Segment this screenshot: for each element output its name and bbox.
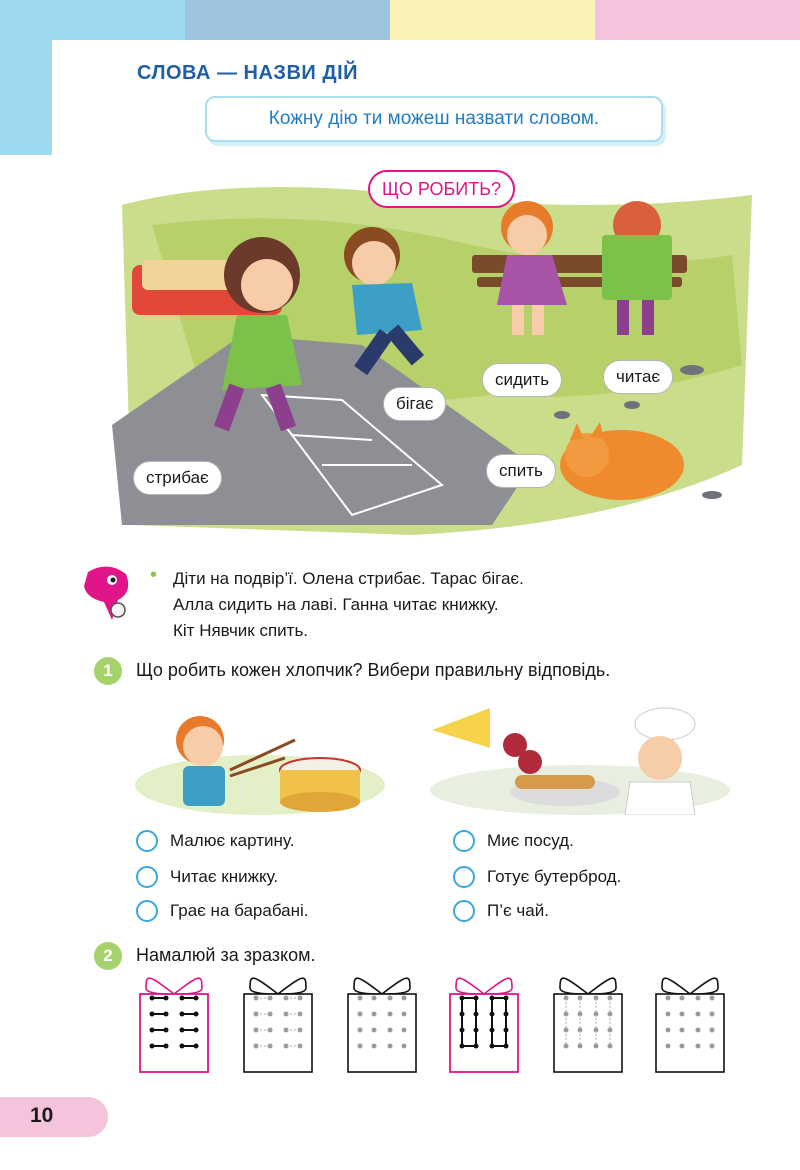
story-bullet: • (150, 564, 158, 586)
task-1-number: 1 (94, 657, 122, 685)
option-label: Грає на барабані. (170, 901, 309, 920)
answer-circle[interactable] (453, 830, 475, 852)
boy-drumming-illustration (135, 700, 385, 815)
gift-sample-vertical (450, 978, 518, 1072)
top-band-light-blue (0, 0, 185, 40)
task-2-text: Намалюй за зразком. (136, 945, 316, 965)
option-makes-sandwich[interactable] (453, 866, 621, 888)
top-band-yellow (390, 0, 595, 40)
gift-sample-horizontal (140, 978, 208, 1072)
option-washes-dishes[interactable] (453, 830, 574, 852)
option-reads-book[interactable] (136, 866, 278, 888)
page-number: 10 (30, 1104, 54, 1127)
rule-box: Кожну дію ти можеш назвати словом. (205, 96, 663, 142)
option-drinks-tea[interactable] (453, 900, 549, 922)
task-1-text: Що робить кожен хлопчик? Вибери правильну відповідь. (136, 660, 611, 680)
answer-circle[interactable] (136, 866, 158, 888)
page-number-tab (0, 1097, 108, 1137)
label-reads: читає (603, 360, 673, 394)
label-runs: бігає (383, 387, 446, 421)
mascot-icon (78, 562, 134, 628)
option-label: Читає книжку. (170, 867, 279, 886)
label-jumps: стрибає (133, 461, 222, 495)
label-sleeps: спить (486, 454, 556, 488)
gift-blank-vertical[interactable] (656, 978, 724, 1072)
option-plays-drum[interactable] (136, 900, 309, 922)
answer-circle[interactable] (136, 830, 158, 852)
gift-blank-horizontal[interactable] (348, 978, 416, 1072)
option-label: Миє посуд. (487, 831, 574, 850)
option-label: П’є чай. (487, 901, 549, 920)
gift-drawing-exercise[interactable] (138, 974, 728, 1076)
story-text (173, 566, 524, 644)
answer-circle[interactable] (136, 900, 158, 922)
story-line: Алла сидить на лаві. Ганна читає книжку. (173, 595, 499, 614)
task-2-number: 2 (94, 942, 122, 970)
answer-circle[interactable] (453, 866, 475, 888)
story-line: Діти на подвір’ї. Олена стрибає. Тарас бігає. (173, 569, 524, 588)
top-band-pink (595, 0, 800, 40)
top-band-blue (185, 0, 390, 40)
question-bubble: ЩО РОБИТЬ? (368, 170, 515, 208)
option-label: Малює картину. (170, 831, 295, 850)
gift-trace-horizontal[interactable] (244, 978, 312, 1072)
option-label: Готує бутерброд. (487, 867, 622, 886)
answer-circle[interactable] (453, 900, 475, 922)
side-band (0, 40, 52, 155)
story-line: Кіт Нявчик спить. (173, 621, 309, 640)
boy-cook-illustration (430, 700, 730, 815)
label-sits: сидить (482, 363, 562, 397)
option-draws-picture[interactable] (136, 830, 294, 852)
gift-trace-vertical[interactable] (554, 978, 622, 1072)
page-title: СЛОВА — НАЗВИ ДІЙ (137, 62, 359, 84)
